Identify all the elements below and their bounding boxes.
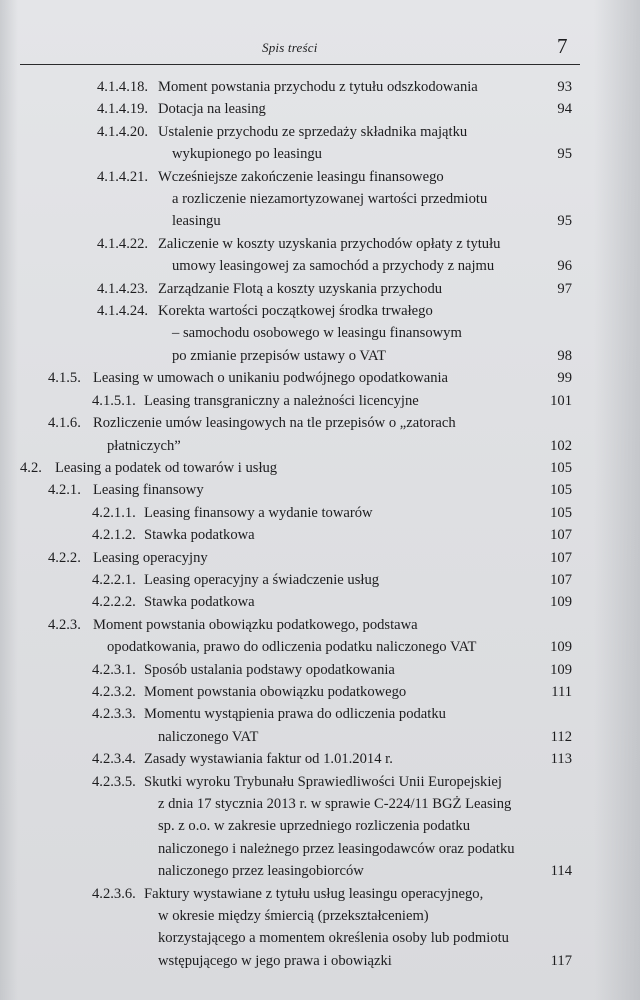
toc-entry-title-line: Moment powstania obowiązku podatkowego	[144, 683, 407, 700]
toc-entry-title-line: leasingu	[172, 213, 221, 230]
toc-entry-page-number: 98	[557, 347, 572, 364]
toc-entry-title-line: Zaliczenie w koszty uzyskania przychodów opłaty z tytułu	[158, 235, 501, 252]
toc-entry-page-number: 95	[557, 213, 572, 230]
toc-entry-number: 4.2.3.6.	[92, 885, 136, 902]
toc-entry-number: 4.1.5.1.	[92, 392, 136, 409]
toc-entry-page-number: 113	[550, 751, 572, 768]
toc-entry	[0, 748, 640, 770]
toc-entry-title-line: Leasing transgraniczny a należności licencyjne	[144, 392, 419, 409]
toc-entry-title-line: wstępującego w jego prawa i obowiązki	[158, 952, 392, 969]
toc-entry	[0, 681, 640, 703]
toc-entry-title-line: naliczonego VAT	[158, 728, 259, 745]
toc-entry-page-number: 96	[557, 258, 572, 275]
toc-entry-title-line: Zasady wystawiania faktur od 1.01.2014 r.	[144, 751, 393, 768]
toc-entry-number: 4.2.1.2.	[92, 527, 136, 544]
toc-entry	[0, 166, 640, 233]
toc-entry	[0, 76, 640, 98]
toc-entry	[0, 659, 640, 681]
toc-entry	[0, 98, 640, 120]
toc-entry-page-number: 112	[550, 728, 572, 745]
toc-entry	[0, 121, 640, 166]
toc-entry-title-line: Stawka podatkowa	[144, 527, 255, 544]
toc-entry-title-line: Rozliczenie umów leasingowych na tle przepisów o „zatorach	[93, 415, 456, 432]
toc-entry	[0, 233, 640, 278]
toc-entry-number: 4.1.4.18.	[97, 79, 149, 95]
toc-entry-title-line: Leasing operacyjny	[93, 549, 208, 566]
toc-entry	[0, 457, 640, 479]
toc-entry-title-line: Moment powstania obowiązku podatkowego, podstawa	[93, 616, 418, 633]
toc-entry-number: 4.2.1.	[48, 482, 81, 499]
toc-entry-title-line: Leasing finansowy a wydanie towarów	[144, 504, 373, 521]
toc-entry	[0, 278, 640, 300]
toc-entry-title-line: Wcześniejsze zakończenie leasingu finansowego	[158, 168, 444, 185]
toc-entry-title-line: Ustalenie przychodu ze sprzedaży składnika majątku	[158, 123, 468, 140]
toc-entry-page-number: 105	[550, 504, 572, 521]
toc-entry-page-number: 101	[550, 392, 572, 409]
toc-entry-number: 4.1.4.23.	[97, 280, 149, 297]
toc-entry-number: 4.2.2.2.	[92, 594, 136, 611]
toc-entry-page-number: 97	[557, 280, 572, 297]
running-header-title: Spis treści	[262, 40, 318, 55]
toc-entry-number: 4.2.3.4.	[92, 751, 136, 768]
toc-entry-title-line: sp. z o.o. w zakresie uprzedniego rozliczenia podatku	[158, 818, 471, 835]
toc-entry-number: 4.2.3.5.	[92, 773, 136, 790]
toc-entry	[0, 300, 640, 367]
toc-entry	[0, 771, 640, 883]
toc-entry-number: 4.1.4.22.	[97, 235, 149, 252]
toc-entry-page-number: 93	[557, 79, 572, 95]
toc-entry-number: 4.1.4.24.	[97, 303, 149, 320]
toc-entry-page-number: 117	[550, 952, 572, 969]
toc-entry-page-number: 99	[557, 370, 572, 387]
toc-entry	[0, 614, 640, 659]
toc-entry-title-line: naliczonego i należnego przez leasingodawców oraz podatku	[158, 840, 515, 857]
toc-entry-title-line: Skutki wyroku Trybunału Sprawiedliwości Unii Europejskiej	[144, 773, 502, 790]
toc-entry-number: 4.1.5.	[48, 370, 81, 387]
toc-entry-title-line: Sposób ustalania podstawy opodatkowania	[144, 661, 395, 678]
toc-entry-page-number: 114	[550, 863, 572, 880]
toc-entry	[0, 502, 640, 524]
toc-entry-number: 4.2.2.	[48, 549, 81, 566]
toc-entry	[0, 412, 640, 457]
toc-entry-page-number: 109	[550, 661, 572, 678]
toc-entry	[0, 367, 640, 389]
toc-entry	[0, 524, 640, 546]
toc-entry-title-line: Leasing operacyjny a świadczenie usług	[144, 571, 380, 588]
toc-entry	[0, 703, 640, 748]
toc-entry-number: 4.2.	[20, 459, 42, 476]
toc-entry-title-line: a rozliczenie niezamortyzowanej wartości przedmiotu	[172, 191, 488, 208]
toc-entry-number: 4.2.3.3.	[92, 706, 136, 723]
toc-entry-number: 4.1.4.19.	[97, 101, 149, 118]
toc-entry	[0, 591, 640, 613]
toc-entry	[0, 883, 640, 973]
toc-entry	[0, 569, 640, 591]
toc-entry-title-line: płatniczych”	[107, 437, 181, 454]
toc-entry	[0, 390, 640, 412]
toc-entry-title-line: Dotacja na leasing	[158, 101, 266, 118]
toc-entry-title-line: opodatkowania, prawo do odliczenia podatku naliczonego VAT	[107, 639, 477, 656]
toc-entry-page-number: 109	[550, 594, 572, 611]
toc-entry-page-number: 105	[550, 459, 572, 476]
toc-entry-title-line: w okresie między śmiercią (przekształceniem)	[158, 908, 429, 925]
running-header-page-number: 7	[557, 34, 568, 58]
toc-entry-title-line: wykupionego po leasingu	[172, 146, 322, 163]
toc-entry-number: 4.2.3.1.	[92, 661, 136, 678]
toc-entry-number: 4.2.3.	[48, 616, 81, 633]
toc-entry-title-line: Faktury wystawiane z tytułu usług leasingu operacyjnego,	[144, 885, 484, 902]
toc-entry-title-line: – samochodu osobowego w leasingu finansowym	[172, 325, 462, 342]
toc-entry	[0, 547, 640, 569]
toc-entry-page-number: 107	[550, 527, 572, 544]
toc-entry-number: 4.2.1.1.	[92, 504, 136, 521]
toc-entry-number: 4.1.6.	[48, 415, 81, 432]
toc-entry-title-line: po zmianie przepisów ustawy o VAT	[172, 347, 386, 364]
toc-entry-title-line: Zarządzanie Flotą a koszty uzyskania przychodu	[158, 280, 443, 297]
toc-entry-title-line: z dnia 17 stycznia 2013 r. w sprawie C-224/11 BGŻ Leasing	[158, 796, 512, 812]
toc-entry-title-line: Stawka podatkowa	[144, 594, 255, 611]
toc-entry-page-number: 94	[557, 101, 572, 118]
toc-entry-title-line: Moment powstania przychodu z tytułu odszkodowania	[158, 79, 478, 95]
toc-entry-page-number: 95	[557, 146, 572, 163]
header-rule	[20, 64, 580, 65]
toc-entry-title-line: Leasing w umowach o unikaniu podwójnego opodatkowania	[93, 370, 449, 387]
toc-entry-number: 4.1.4.21.	[97, 168, 149, 185]
toc-entry-title-line: Leasing a podatek od towarów i usług	[55, 459, 278, 476]
toc-entry-title-line: Korekta wartości początkowej środka trwałego	[158, 303, 433, 320]
toc-entry-page-number: 105	[550, 482, 572, 499]
toc-entry-title-line: korzystającego a momentem określenia osoby lub podmiotu	[158, 930, 509, 947]
toc-entry-number: 4.1.4.20.	[97, 123, 149, 140]
toc-entry-page-number: 109	[550, 639, 572, 656]
toc-entry-title-line: umowy leasingowej za samochód a przychody z najmu	[172, 258, 495, 275]
toc-entry-number: 4.2.3.2.	[92, 683, 136, 700]
toc-entry	[0, 479, 640, 501]
toc-entry-page-number: 107	[550, 549, 572, 566]
toc-entry-page-number: 107	[550, 571, 572, 588]
toc-entry-number: 4.2.2.1.	[92, 571, 136, 588]
toc-entry-title-line: Momentu wystąpienia prawa do odliczenia podatku	[144, 706, 446, 723]
table-of-contents	[0, 76, 640, 972]
toc-entry-title-line: naliczonego przez leasingobiorców	[158, 863, 364, 880]
toc-entry-title-line: Leasing finansowy	[93, 482, 204, 499]
toc-entry-page-number: 111	[551, 683, 572, 700]
toc-entry-page-number: 102	[550, 437, 572, 454]
